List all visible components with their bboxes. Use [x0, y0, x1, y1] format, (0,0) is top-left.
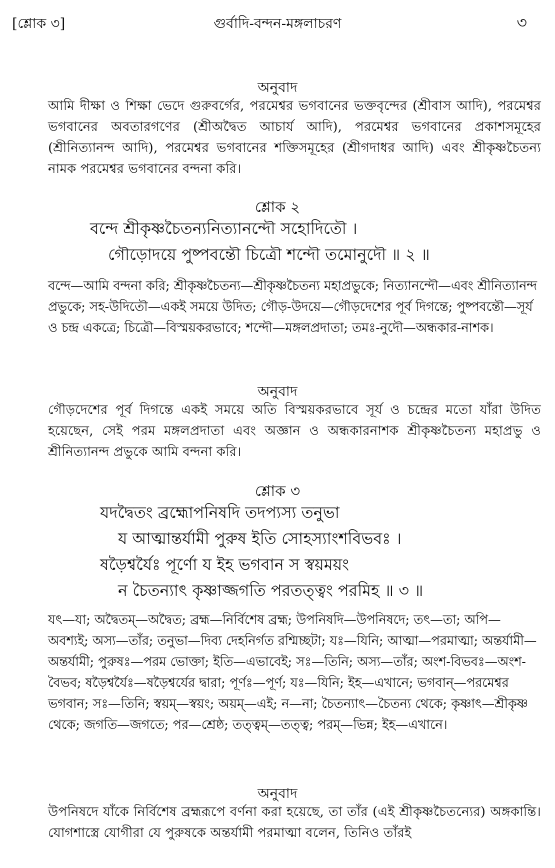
- translation-heading: অনুবাদ: [257, 786, 298, 802]
- translation-heading: অনুবাদ: [257, 80, 298, 96]
- verse-line: ন চৈতন্যাৎ কৃষ্ণাজ্জগতি পরতত্ত্বং পরমিহ ॥ ৩ ॥: [118, 581, 424, 600]
- verse-line: য আত্মান্তর্যামী পুরুষ ইতি সোহস্যাংশবিভবঃ ।: [118, 529, 402, 548]
- synonyms-paragraph: বন্দে—আমি বন্দনা করি; শ্রীকৃষ্ণচৈতন্য—শ্রীকৃষ্ণচৈতন্য মহাপ্রভুকে; নিত্যানন্দৌ—এবং শ্রীনিত্যানন্দ প্রভুকে; সহ-উদিতৌ—একই সময়ে উদিত; গৌড়-উদয়ে—গৌড়দেশের পূর্ব দিগন্তে; পুষ্পবন্তৌ—সূর্য ও চন্দ্র একত্রে; চিত্রৌ—বিস্ময়করভাবে; শন্দৌ—মঙ্গলপ্রদাতা; তমঃ-নুদৌ—অন্ধকার-নাশক।: [48, 279, 537, 336]
- verse-text: [90, 216, 535, 268]
- verse-heading: শ্লোক ২: [254, 198, 301, 216]
- verse-reference: [শ্লোক ৩]: [12, 16, 66, 32]
- chapter-title: গুর্বাদি-বন্দন-মঙ্গলাচরণ: [213, 16, 342, 32]
- verse-line: ষড়ৈশ্বর্যৈঃ পূর্ণো য ইহ ভগবান স স্বয়ময়ং: [100, 555, 350, 574]
- running-header: [0, 8, 555, 34]
- synonyms-paragraph: যৎ—যা; অদ্বৈতম্—অদ্বৈত; ব্রহ্ম—নির্বিশেষ ব্রহ্ম; উপনিষদি—উপনিষদে; তৎ—তা; অপি—অবশ্যই; অস্য—তাঁর; তনুভা—দিব্য দেহনির্গত রশ্মিচ্ছটা; যঃ—যিনি; আত্মা—পরমাত্মা; অন্তর্যামী—অন্তর্যামী; পুরুষঃ—পরম ভোক্তা; ইতি—এভাবেই; সঃ—তিনি; অস্য—তাঁর; অংশ-বিভবঃ—অংশ-বৈভব; ষড়ৈশ্বর্যৈঃ—ষড়ৈশ্বর্যের দ্বারা; পূর্ণঃ—পূর্ণ; যঃ—যিনি; ইহ—এখানে; ভগবান্—পরমেশ্বর ভগবান; সঃ—তিনি; স্বয়ম্—স্বয়ং; অয়ম্—এই; ন—না; চৈতন্যাৎ—চৈতন্য থেকে; কৃষ্ণাৎ—শ্রীকৃষ্ণ থেকে; জগতি—জগতে; পর—শ্রেষ্ঠ; তত্ত্বম্—তত্ত্ব; পরম্—ভিন্ন; ইহ—এখানে।: [48, 613, 537, 733]
- verse-line: বন্দে শ্রীকৃষ্ণচৈতন্যনিত্যানন্দৌ সহোদিতৌ ।: [90, 219, 358, 238]
- verse-text: [100, 500, 535, 604]
- verse-line: গৌড়োদয়ে পুষ্পবন্তৌ চিত্রৌ শন্দৌ তমোনুদৌ ॥ ২ ॥: [108, 245, 430, 264]
- translation-paragraph: উপনিষদে যাঁকে নির্বিশেষ ব্রহ্মরূপে বর্ণনা করা হয়েছে, তা তাঁর (এই শ্রীকৃষ্ণচৈতন্যের) অঙ্গকান্তি। যোগশাস্ত্রে যোগীরা যে পুরুষকে অন্তর্যামী পরমাত্মা বলেন, তিনিও তাঁরই: [48, 805, 541, 841]
- verse-heading: শ্লোক ৩: [254, 482, 301, 500]
- translation-paragraph: আমি দীক্ষা ও শিক্ষা ভেদে গুরুবর্গের, পরমেশ্বর ভগবানের ভক্তবৃন্দের (শ্রীবাস আদি), পরমেশ্বর ভগবানের অবতারগণের (শ্রীঅদ্বৈত আচার্য আদি), পরমেশ্বর ভগবানের প্রকাশসমূহের (শ্রীনিত্যানন্দ আদি), পরমেশ্বর ভগবানের শক্তিসমূহের (শ্রীগদাধর আদি) এবং শ্রীকৃষ্ণচৈতন্য নামক পরমেশ্বর ভগবানের বন্দনা করি।: [48, 99, 541, 177]
- translation-heading: অনুবাদ: [257, 384, 298, 400]
- page-number: ৩: [516, 13, 527, 32]
- verse-line: যদদ্বৈতং ব্রহ্মোপনিষদি তদপ্যস্য তনুভা: [100, 503, 340, 522]
- translation-paragraph: গৌড়দেশের পূর্ব দিগন্তে একই সময়ে অতি বিস্ময়করভাবে সূর্য ও চন্দ্রের মতো যাঁরা উদিত হয়েছেন, সেই পরম মঙ্গলপ্রদাতা এবং অজ্ঞান ও অন্ধকারনাশক শ্রীকৃষ্ণচৈতন্য মহাপ্রভু ও শ্রীনিত্যানন্দ প্রভুকে আমি বন্দনা করি।: [48, 403, 541, 460]
